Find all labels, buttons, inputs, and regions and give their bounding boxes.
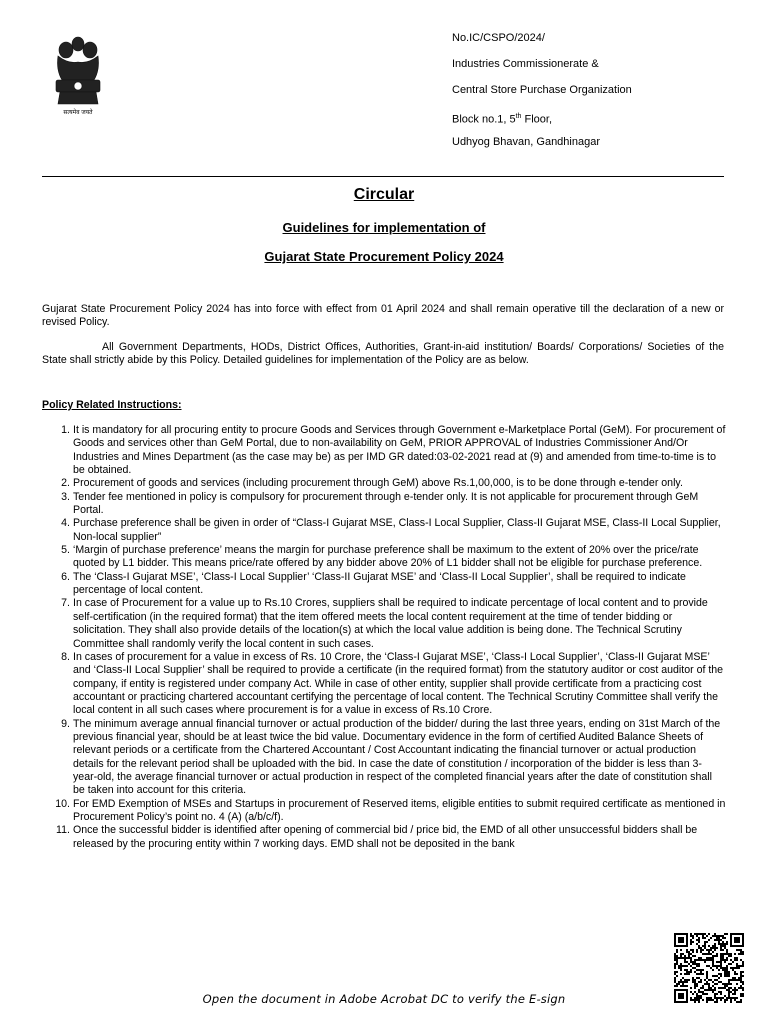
list-item-number: 8. xyxy=(61,650,70,663)
list-item-number: 10. xyxy=(55,797,70,810)
list-item-text: In case of Procurement for a value up to Rs.10 Crores, suppliers shall be required to indicate percentage of local content and to provide self-certification (in the required format) that the item offered meets the local content requirement at the time of tender bidding or solicitation. They shall also provide details of the location(s) at which the local value addition is being done. The Technical Scrutiny Committee shall randomly verify the local content in such cases. xyxy=(73,597,708,650)
address-line: Udhyog Bhavan, Gandhinagar xyxy=(452,136,600,148)
list-item-number: 5. xyxy=(61,544,70,557)
list-item-text: The ‘Class-I Gujarat MSE’, ‘Class-I Local Supplier’ ‘Class-II Gujarat MSE’ and ‘Class-II Local Supplier’, shall be required to indicate percentage of local content. xyxy=(73,570,686,597)
address-line: Central Store Purchase Organization xyxy=(452,84,632,96)
esign-footer-note: Open the document in Adobe Acrobat DC to verify the E-sign xyxy=(202,992,566,1006)
list-item-number: 1. xyxy=(61,424,70,436)
header-divider xyxy=(42,176,724,177)
list-item-number: 2. xyxy=(61,477,70,490)
list-item-text: Procurement of goods and services (including procurement through GeM) above Rs.1,00,000, is to be done through e-tender only. xyxy=(73,477,683,490)
address-text: Block no.1, 5 xyxy=(452,113,516,126)
document-title: Circular xyxy=(353,186,415,203)
list-item xyxy=(42,517,726,544)
list-item xyxy=(42,798,726,825)
list-item xyxy=(42,718,726,798)
list-item-text: For EMD Exemption of MSEs and Startups in procurement of Reserved items, eligible entities to submit required certificate as mentioned in Procurement Policy’s point no. 4 (A) (a/b/c/f). xyxy=(73,797,726,823)
list-item-number: 7. xyxy=(61,597,70,610)
reference-number: No.IC/CSPO/2024/ xyxy=(452,32,545,44)
list-item xyxy=(42,597,726,650)
list-item-text: It is mandatory for all procuring entity to procure Goods and Services through Government e-Marketplace Portal (GeM). For procurement of Goods and services other than GeM Portal, due to non-availability on GeM, PRIOR APPROVAL of Industries Commissioner And/Or Industries and Mines Department (as the case may be) as per IMD GR dated:03-02-2021 read at (9) and amended from time-to-time is to be obtained. xyxy=(73,424,726,477)
list-item-number: 11. xyxy=(56,824,70,837)
list-item xyxy=(42,544,726,571)
address-line xyxy=(452,110,632,136)
list-item xyxy=(42,824,726,851)
superscript: th xyxy=(515,113,522,120)
list-item-text: Purchase preference shall be given in order of “Class-I Gujarat MSE, Class-I Local Supplier, Class-II Gujarat MSE, Class-II Local Supplier, Non-local supplier” xyxy=(73,517,721,543)
list-item-number: 4. xyxy=(61,517,70,530)
emblem-motto: सत्यमेव जयते xyxy=(63,110,93,116)
list-item-text: The minimum average annual financial turnover or actual production of the bidder/ during the last three years, ending on 31st March of the previous financial year, should be at least twice the bid value. Documentary evidence in the form of certified Audited Balance Sheets of relevant periods or a certificate from the Chartered Accountant / Cost Accountant indicating the financial turnover or actual production details for the relevant period shall be uploaded with the bid. In case the date of constitution / incorporation of the bidder is less than 3-year-old, the average financial turnover or actual production in respect of the completed financial years after the date of constitution shall be taken into account for this criteria. xyxy=(73,717,721,797)
list-item-text: Once the successful bidder is identified after opening of commercial bid / price bid, the EMD of all other unsuccessful bidders shall be released by the procuring entity within 7 working days. EMD shall not be deposited in the bank xyxy=(73,824,698,850)
list-item-number: 9. xyxy=(61,717,70,730)
document-subtitle: Gujarat State Procurement Policy 2024 xyxy=(264,249,504,264)
list-item-number: 6. xyxy=(61,570,70,583)
list-item-number: 3. xyxy=(61,490,70,503)
national-emblem-icon xyxy=(44,30,112,120)
intro-paragraph: Gujarat State Procurement Policy 2024 has into force with effect from 01 April 2024 and shall remain operative till the declaration of a new or revised Policy. xyxy=(42,303,724,329)
list-item xyxy=(42,424,726,477)
list-item xyxy=(42,491,726,518)
list-item-text: ‘Margin of purchase preference’ means the margin for purchase preference shall be maximum to the extent of 20% over the price/rate quoted by L1 bidder. This means price/rate offered by any bidder above 20% of L1 bidder shall not be eligible for purchase preference. xyxy=(73,544,703,570)
office-address xyxy=(452,32,632,162)
section-heading: Policy Related Instructions: xyxy=(42,399,182,411)
list-item-text: Tender fee mentioned in policy is compulsory for procurement through e-tender only. It is not applicable for procurement through GeM Portal. xyxy=(73,490,699,517)
list-item-text: In cases of procurement for a value in excess of Rs. 10 Crore, the ‘Class-I Gujarat MSE’, ‘Class-I Local Supplier’, ‘Class-II Gujarat MSE’ and ‘Class-II Local Supplier’ shall be required to provide a certificate (in the required format) from the statutory auditor or cost auditor of the company, if entity is registered under company Act. While in case of other entity, supplier shall provide certificate from a practicing cost accountant or practicing chartered accountant certifying the percentage of local content. The Technical Scrutiny Committee shall verify the local content in all such cases where procurement is for a value in excess of Rs.10 Crore. xyxy=(73,650,724,717)
instructions-list xyxy=(42,424,726,851)
address-line: Industries Commissionerate & xyxy=(452,58,599,70)
list-item xyxy=(42,651,726,718)
list-item xyxy=(42,477,726,490)
intro-paragraph: All Government Departments, HODs, District Offices, Authorities, Grant-in-aid institution/ Boards/ Corporations/ Societies of the State shall strictly abide by this Policy. Detailed guidelines for implementation of the Policy are as below. xyxy=(42,341,724,367)
document-subtitle: Guidelines for implementation of xyxy=(282,220,486,235)
page-cutoff-mask xyxy=(42,930,682,936)
list-item xyxy=(42,571,726,598)
address-text: Floor, xyxy=(521,113,553,126)
